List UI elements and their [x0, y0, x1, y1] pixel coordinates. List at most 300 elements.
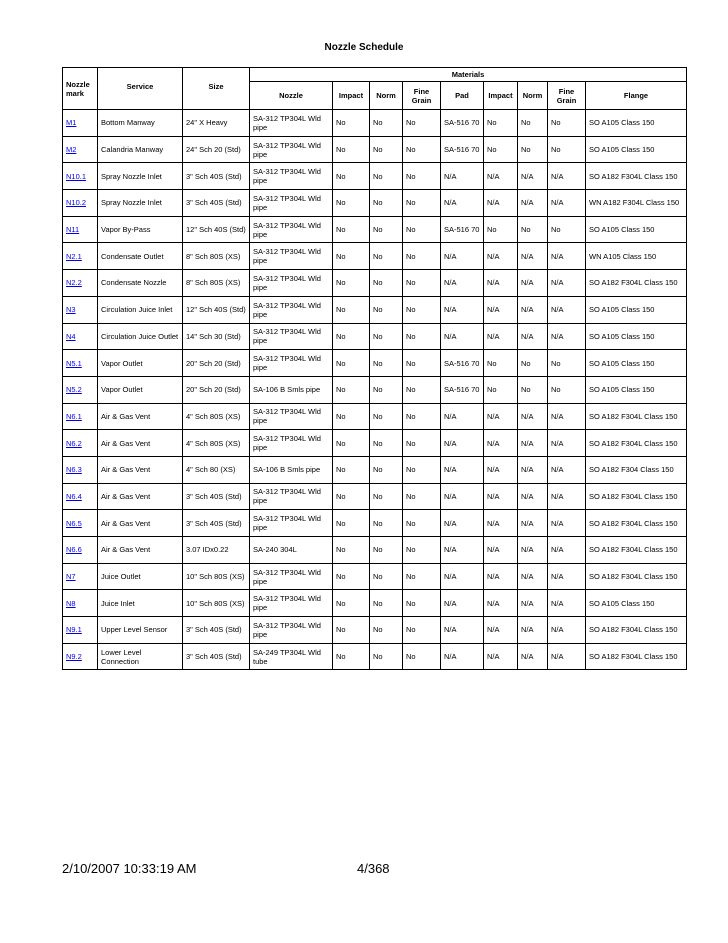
- table-row: [63, 456, 687, 483]
- cell-service: Air & Gas Vent: [98, 403, 183, 430]
- cell-pad-norm: N/A: [518, 537, 548, 564]
- nozzle-mark-link[interactable]: N5.1: [66, 358, 82, 368]
- cell-size: 3" Sch 40S (Std): [183, 190, 250, 217]
- footer-timestamp: 2/10/2007 10:33:19 AM: [62, 861, 197, 876]
- cell-fine-grain: No: [403, 537, 441, 564]
- cell-pad-impact: N/A: [484, 537, 518, 564]
- cell-pad-impact: N/A: [484, 483, 518, 510]
- cell-nozzle-mark: [63, 590, 98, 617]
- cell-flange: SO A182 F304 Class 150: [586, 456, 687, 483]
- cell-pad-impact: No: [484, 136, 518, 163]
- cell-pad-impact: N/A: [484, 617, 518, 644]
- cell-pad-fine-grain: N/A: [548, 537, 586, 564]
- cell-norm: No: [370, 403, 403, 430]
- cell-fine-grain: No: [403, 643, 441, 670]
- nozzle-mark-link[interactable]: N5.2: [66, 385, 82, 395]
- cell-service: Spray Nozzle Inlet: [98, 190, 183, 217]
- header-materials: Materials: [250, 68, 687, 82]
- header-nozzle-mark: Nozzle mark: [63, 68, 98, 110]
- header-impact: Impact: [333, 82, 370, 110]
- nozzle-mark-link[interactable]: N6.6: [66, 545, 82, 555]
- table-row: [63, 483, 687, 510]
- header-service: Service: [98, 68, 183, 110]
- header-flange: Flange: [586, 82, 687, 110]
- cell-size: 4" Sch 80S (XS): [183, 403, 250, 430]
- cell-fine-grain: No: [403, 190, 441, 217]
- cell-fine-grain: No: [403, 483, 441, 510]
- cell-norm: No: [370, 430, 403, 457]
- header-fine-grain: Fine Grain: [403, 82, 441, 110]
- cell-size: 20" Sch 20 (Std): [183, 376, 250, 403]
- cell-nozzle-material: SA-312 TP304L Wld pipe: [250, 350, 333, 377]
- cell-pad-impact: N/A: [484, 163, 518, 190]
- cell-impact: No: [333, 403, 370, 430]
- cell-flange: SO A182 F304L Class 150: [586, 483, 687, 510]
- cell-impact: No: [333, 430, 370, 457]
- nozzle-mark-link[interactable]: N10.1: [66, 171, 87, 181]
- cell-fine-grain: No: [403, 350, 441, 377]
- nozzle-mark-link[interactable]: N10.2: [66, 198, 87, 208]
- cell-nozzle-mark: [63, 110, 98, 137]
- cell-norm: No: [370, 190, 403, 217]
- nozzle-mark-link[interactable]: N6.4: [66, 491, 82, 501]
- cell-pad-norm: No: [518, 376, 548, 403]
- cell-pad: N/A: [441, 590, 484, 617]
- table-row: [63, 510, 687, 537]
- cell-pad-norm: N/A: [518, 403, 548, 430]
- cell-size: 10" Sch 80S (XS): [183, 563, 250, 590]
- cell-service: Air & Gas Vent: [98, 430, 183, 457]
- cell-fine-grain: No: [403, 163, 441, 190]
- cell-nozzle-material: SA-312 TP304L Wld pipe: [250, 483, 333, 510]
- cell-flange: SO A105 Class 150: [586, 216, 687, 243]
- cell-norm: No: [370, 323, 403, 350]
- cell-impact: No: [333, 296, 370, 323]
- cell-nozzle-material: SA-312 TP304L Wld pipe: [250, 163, 333, 190]
- cell-nozzle-material: SA-312 TP304L Wld pipe: [250, 243, 333, 270]
- cell-norm: No: [370, 537, 403, 564]
- nozzle-mark-link[interactable]: N6.5: [66, 518, 82, 528]
- cell-nozzle-material: SA-249 TP304L Wld tube: [250, 643, 333, 670]
- cell-service: Vapor By-Pass: [98, 216, 183, 243]
- cell-size: 8" Sch 80S (XS): [183, 243, 250, 270]
- cell-pad-impact: N/A: [484, 403, 518, 430]
- cell-pad-norm: No: [518, 110, 548, 137]
- nozzle-mark-link[interactable]: N2.2: [66, 278, 82, 288]
- table-body: [63, 110, 687, 670]
- cell-pad-fine-grain: No: [548, 376, 586, 403]
- cell-pad-norm: N/A: [518, 190, 548, 217]
- cell-impact: No: [333, 323, 370, 350]
- cell-nozzle-mark: [63, 190, 98, 217]
- cell-pad: N/A: [441, 190, 484, 217]
- cell-pad: N/A: [441, 270, 484, 297]
- cell-size: 3" Sch 40S (Std): [183, 483, 250, 510]
- cell-pad: N/A: [441, 403, 484, 430]
- cell-norm: No: [370, 643, 403, 670]
- cell-pad-fine-grain: N/A: [548, 243, 586, 270]
- cell-flange: SO A105 Class 150: [586, 323, 687, 350]
- header-size: Size: [183, 68, 250, 110]
- cell-flange: SO A182 F304L Class 150: [586, 430, 687, 457]
- table-row: [63, 537, 687, 564]
- header-pad-impact: Impact: [484, 82, 518, 110]
- cell-nozzle-mark: [63, 537, 98, 564]
- nozzle-mark-link[interactable]: N6.1: [66, 411, 82, 421]
- cell-fine-grain: No: [403, 376, 441, 403]
- cell-norm: No: [370, 350, 403, 377]
- cell-flange: SO A105 Class 150: [586, 590, 687, 617]
- cell-flange: SO A182 F304L Class 150: [586, 563, 687, 590]
- cell-norm: No: [370, 136, 403, 163]
- cell-impact: No: [333, 110, 370, 137]
- nozzle-mark-link[interactable]: N2.1: [66, 251, 82, 261]
- cell-nozzle-mark: [63, 296, 98, 323]
- cell-flange: SO A105 Class 150: [586, 296, 687, 323]
- cell-flange: SO A182 F304L Class 150: [586, 403, 687, 430]
- header-pad-fine-grain: Fine Grain: [548, 82, 586, 110]
- cell-service: Condensate Nozzle: [98, 270, 183, 297]
- cell-norm: No: [370, 376, 403, 403]
- cell-fine-grain: No: [403, 617, 441, 644]
- cell-pad-impact: N/A: [484, 456, 518, 483]
- cell-fine-grain: No: [403, 456, 441, 483]
- cell-norm: No: [370, 563, 403, 590]
- cell-fine-grain: No: [403, 136, 441, 163]
- cell-service: Air & Gas Vent: [98, 483, 183, 510]
- cell-pad-impact: N/A: [484, 190, 518, 217]
- cell-pad-impact: N/A: [484, 296, 518, 323]
- cell-service: Circulation Juice Inlet: [98, 296, 183, 323]
- cell-size: 8" Sch 80S (XS): [183, 270, 250, 297]
- cell-pad-fine-grain: N/A: [548, 403, 586, 430]
- cell-size: 12" Sch 40S (Std): [183, 296, 250, 323]
- cell-nozzle-material: SA-312 TP304L Wld pipe: [250, 296, 333, 323]
- cell-pad: SA-516 70: [441, 110, 484, 137]
- cell-pad-fine-grain: N/A: [548, 617, 586, 644]
- cell-pad: N/A: [441, 563, 484, 590]
- cell-pad-norm: N/A: [518, 617, 548, 644]
- cell-pad: N/A: [441, 296, 484, 323]
- cell-pad: N/A: [441, 243, 484, 270]
- cell-pad-fine-grain: N/A: [548, 510, 586, 537]
- cell-flange: SO A182 F304L Class 150: [586, 163, 687, 190]
- cell-impact: No: [333, 270, 370, 297]
- cell-nozzle-material: SA-240 304L: [250, 537, 333, 564]
- cell-pad-impact: N/A: [484, 563, 518, 590]
- cell-pad-fine-grain: N/A: [548, 163, 586, 190]
- header-nozzle: Nozzle: [250, 82, 333, 110]
- table-row: [63, 643, 687, 670]
- cell-impact: No: [333, 216, 370, 243]
- cell-pad-fine-grain: N/A: [548, 323, 586, 350]
- cell-fine-grain: No: [403, 403, 441, 430]
- cell-pad-fine-grain: N/A: [548, 483, 586, 510]
- nozzle-mark-link[interactable]: N8: [66, 598, 76, 608]
- cell-norm: No: [370, 243, 403, 270]
- nozzle-mark-link[interactable]: M1: [66, 118, 77, 128]
- header-pad-norm: Norm: [518, 82, 548, 110]
- cell-pad-fine-grain: N/A: [548, 296, 586, 323]
- cell-pad-norm: N/A: [518, 563, 548, 590]
- cell-norm: No: [370, 216, 403, 243]
- cell-pad-impact: N/A: [484, 323, 518, 350]
- page-title: Nozzle Schedule: [324, 42, 404, 53]
- cell-pad-fine-grain: N/A: [548, 270, 586, 297]
- table-row: [63, 376, 687, 403]
- cell-size: 4" Sch 80S (XS): [183, 430, 250, 457]
- cell-nozzle-mark: [63, 376, 98, 403]
- cell-pad: N/A: [441, 430, 484, 457]
- cell-nozzle-mark: [63, 510, 98, 537]
- cell-service: Juice Inlet: [98, 590, 183, 617]
- cell-impact: No: [333, 163, 370, 190]
- cell-nozzle-mark: [63, 456, 98, 483]
- cell-pad: SA-516 70: [441, 136, 484, 163]
- cell-norm: No: [370, 456, 403, 483]
- cell-nozzle-mark: [63, 136, 98, 163]
- cell-service: Juice Outlet: [98, 563, 183, 590]
- cell-service: Air & Gas Vent: [98, 456, 183, 483]
- cell-service: Circulation Juice Outlet: [98, 323, 183, 350]
- cell-impact: No: [333, 456, 370, 483]
- cell-nozzle-material: SA-312 TP304L Wld pipe: [250, 270, 333, 297]
- cell-flange: SO A182 F304L Class 150: [586, 270, 687, 297]
- cell-pad-norm: N/A: [518, 163, 548, 190]
- nozzle-mark-link[interactable]: N7: [66, 572, 76, 582]
- table-row: [63, 296, 687, 323]
- cell-nozzle-material: SA-312 TP304L Wld pipe: [250, 323, 333, 350]
- cell-norm: No: [370, 483, 403, 510]
- cell-pad-fine-grain: N/A: [548, 190, 586, 217]
- table-row: [63, 270, 687, 297]
- cell-nozzle-material: SA-312 TP304L Wld pipe: [250, 403, 333, 430]
- cell-nozzle-mark: [63, 403, 98, 430]
- cell-pad-impact: N/A: [484, 643, 518, 670]
- cell-service: Condensate Outlet: [98, 243, 183, 270]
- cell-pad: SA-516 70: [441, 350, 484, 377]
- cell-service: Vapor Outlet: [98, 376, 183, 403]
- cell-flange: SO A105 Class 150: [586, 376, 687, 403]
- cell-nozzle-mark: [63, 483, 98, 510]
- cell-nozzle-material: SA-106 B Smls pipe: [250, 456, 333, 483]
- cell-nozzle-material: SA-106 B Smls pipe: [250, 376, 333, 403]
- cell-pad-norm: No: [518, 216, 548, 243]
- header-norm: Norm: [370, 82, 403, 110]
- cell-pad-norm: N/A: [518, 296, 548, 323]
- cell-nozzle-material: SA-312 TP304L Wld pipe: [250, 110, 333, 137]
- cell-size: 24" Sch 20 (Std): [183, 136, 250, 163]
- table-row: [63, 617, 687, 644]
- cell-size: 20" Sch 20 (Std): [183, 350, 250, 377]
- cell-pad-norm: N/A: [518, 456, 548, 483]
- cell-fine-grain: No: [403, 296, 441, 323]
- cell-pad: SA-516 70: [441, 216, 484, 243]
- table-row: [63, 323, 687, 350]
- cell-nozzle-material: SA-312 TP304L Wld pipe: [250, 190, 333, 217]
- cell-flange: WN A182 F304L Class 150: [586, 190, 687, 217]
- cell-norm: No: [370, 296, 403, 323]
- cell-fine-grain: No: [403, 563, 441, 590]
- cell-flange: WN A105 Class 150: [586, 243, 687, 270]
- cell-pad: N/A: [441, 483, 484, 510]
- cell-pad-impact: N/A: [484, 510, 518, 537]
- cell-impact: No: [333, 563, 370, 590]
- cell-impact: No: [333, 537, 370, 564]
- table-row: [63, 136, 687, 163]
- cell-size: 12" Sch 40S (Std): [183, 216, 250, 243]
- nozzle-schedule-table: [62, 67, 687, 670]
- cell-norm: No: [370, 270, 403, 297]
- cell-impact: No: [333, 243, 370, 270]
- cell-impact: No: [333, 136, 370, 163]
- cell-norm: No: [370, 163, 403, 190]
- cell-size: 10" Sch 80S (XS): [183, 590, 250, 617]
- cell-service: Air & Gas Vent: [98, 537, 183, 564]
- cell-nozzle-mark: [63, 617, 98, 644]
- cell-nozzle-material: SA-312 TP304L Wld pipe: [250, 136, 333, 163]
- cell-pad-norm: N/A: [518, 243, 548, 270]
- cell-pad-impact: N/A: [484, 590, 518, 617]
- cell-pad: SA-516 70: [441, 376, 484, 403]
- cell-norm: No: [370, 617, 403, 644]
- cell-impact: No: [333, 617, 370, 644]
- nozzle-mark-link[interactable]: M2: [66, 145, 77, 155]
- cell-nozzle-mark: [63, 430, 98, 457]
- cell-flange: SO A105 Class 150: [586, 136, 687, 163]
- nozzle-mark-link[interactable]: N9.1: [66, 625, 82, 635]
- cell-nozzle-mark: [63, 643, 98, 670]
- cell-pad-fine-grain: N/A: [548, 643, 586, 670]
- cell-flange: SO A182 F304L Class 150: [586, 510, 687, 537]
- cell-service: Lower Level Connection: [98, 643, 183, 670]
- cell-norm: No: [370, 110, 403, 137]
- table-row: [63, 163, 687, 190]
- cell-pad-fine-grain: N/A: [548, 430, 586, 457]
- cell-service: Vapor Outlet: [98, 350, 183, 377]
- cell-pad: N/A: [441, 617, 484, 644]
- cell-pad-norm: N/A: [518, 430, 548, 457]
- header-pad: Pad: [441, 82, 484, 110]
- cell-pad-fine-grain: No: [548, 216, 586, 243]
- cell-pad: N/A: [441, 456, 484, 483]
- cell-service: Air & Gas Vent: [98, 510, 183, 537]
- cell-impact: No: [333, 590, 370, 617]
- cell-service: Spray Nozzle Inlet: [98, 163, 183, 190]
- cell-nozzle-material: SA-312 TP304L Wld pipe: [250, 510, 333, 537]
- table-row: [63, 350, 687, 377]
- cell-pad-norm: No: [518, 136, 548, 163]
- cell-impact: No: [333, 510, 370, 537]
- cell-size: 14" Sch 30 (Std): [183, 323, 250, 350]
- cell-pad-fine-grain: N/A: [548, 590, 586, 617]
- cell-nozzle-material: SA-312 TP304L Wld pipe: [250, 563, 333, 590]
- cell-pad-norm: No: [518, 350, 548, 377]
- cell-flange: SO A182 F304L Class 150: [586, 643, 687, 670]
- cell-pad-norm: N/A: [518, 590, 548, 617]
- cell-pad: N/A: [441, 537, 484, 564]
- cell-fine-grain: No: [403, 216, 441, 243]
- cell-service: Calandria Manway: [98, 136, 183, 163]
- cell-fine-grain: No: [403, 590, 441, 617]
- cell-pad-norm: N/A: [518, 270, 548, 297]
- cell-size: 3" Sch 40S (Std): [183, 510, 250, 537]
- cell-size: 4" Sch 80 (XS): [183, 456, 250, 483]
- cell-nozzle-material: SA-312 TP304L Wld pipe: [250, 590, 333, 617]
- table-row: [63, 216, 687, 243]
- nozzle-mark-link[interactable]: N9.2: [66, 652, 82, 662]
- cell-pad-impact: No: [484, 376, 518, 403]
- cell-service: Bottom Manway: [98, 110, 183, 137]
- cell-pad-norm: N/A: [518, 510, 548, 537]
- footer-page-number: 4/368: [357, 861, 390, 876]
- cell-flange: SO A182 F304L Class 150: [586, 537, 687, 564]
- cell-size: 3.07 IDx0.22: [183, 537, 250, 564]
- cell-nozzle-mark: [63, 323, 98, 350]
- cell-pad: N/A: [441, 163, 484, 190]
- cell-nozzle-mark: [63, 563, 98, 590]
- cell-nozzle-material: SA-312 TP304L Wld pipe: [250, 617, 333, 644]
- cell-fine-grain: No: [403, 110, 441, 137]
- cell-size: 3" Sch 40S (Std): [183, 617, 250, 644]
- cell-pad: N/A: [441, 643, 484, 670]
- cell-impact: No: [333, 376, 370, 403]
- cell-norm: No: [370, 510, 403, 537]
- nozzle-mark-link[interactable]: N11: [66, 225, 80, 235]
- cell-nozzle-material: SA-312 TP304L Wld pipe: [250, 216, 333, 243]
- cell-impact: No: [333, 190, 370, 217]
- nozzle-mark-link[interactable]: N4: [66, 331, 76, 341]
- cell-pad-norm: N/A: [518, 323, 548, 350]
- cell-norm: No: [370, 590, 403, 617]
- table-row: [63, 403, 687, 430]
- table-row: [63, 563, 687, 590]
- cell-fine-grain: No: [403, 323, 441, 350]
- nozzle-mark-link[interactable]: N6.3: [66, 465, 82, 475]
- cell-pad-fine-grain: No: [548, 136, 586, 163]
- cell-pad-impact: No: [484, 216, 518, 243]
- cell-pad-fine-grain: N/A: [548, 456, 586, 483]
- nozzle-mark-link[interactable]: N3: [66, 305, 76, 315]
- cell-size: 3" Sch 40S (Std): [183, 643, 250, 670]
- cell-pad-impact: N/A: [484, 430, 518, 457]
- cell-nozzle-mark: [63, 163, 98, 190]
- cell-impact: No: [333, 643, 370, 670]
- table-row: [63, 590, 687, 617]
- cell-pad-fine-grain: No: [548, 110, 586, 137]
- cell-pad-fine-grain: N/A: [548, 563, 586, 590]
- cell-nozzle-mark: [63, 243, 98, 270]
- cell-impact: No: [333, 483, 370, 510]
- table-row: [63, 243, 687, 270]
- cell-nozzle-material: SA-312 TP304L Wld pipe: [250, 430, 333, 457]
- cell-pad-impact: No: [484, 110, 518, 137]
- cell-service: Upper Level Sensor: [98, 617, 183, 644]
- table-row: [63, 110, 687, 137]
- cell-flange: SO A105 Class 150: [586, 110, 687, 137]
- table-row: [63, 190, 687, 217]
- cell-pad-norm: N/A: [518, 483, 548, 510]
- cell-nozzle-mark: [63, 216, 98, 243]
- cell-pad-norm: N/A: [518, 643, 548, 670]
- cell-nozzle-mark: [63, 350, 98, 377]
- cell-pad-impact: N/A: [484, 243, 518, 270]
- cell-pad-impact: No: [484, 350, 518, 377]
- cell-fine-grain: No: [403, 270, 441, 297]
- cell-size: 24" X Heavy: [183, 110, 250, 137]
- cell-nozzle-mark: [63, 270, 98, 297]
- nozzle-mark-link[interactable]: N6.2: [66, 438, 82, 448]
